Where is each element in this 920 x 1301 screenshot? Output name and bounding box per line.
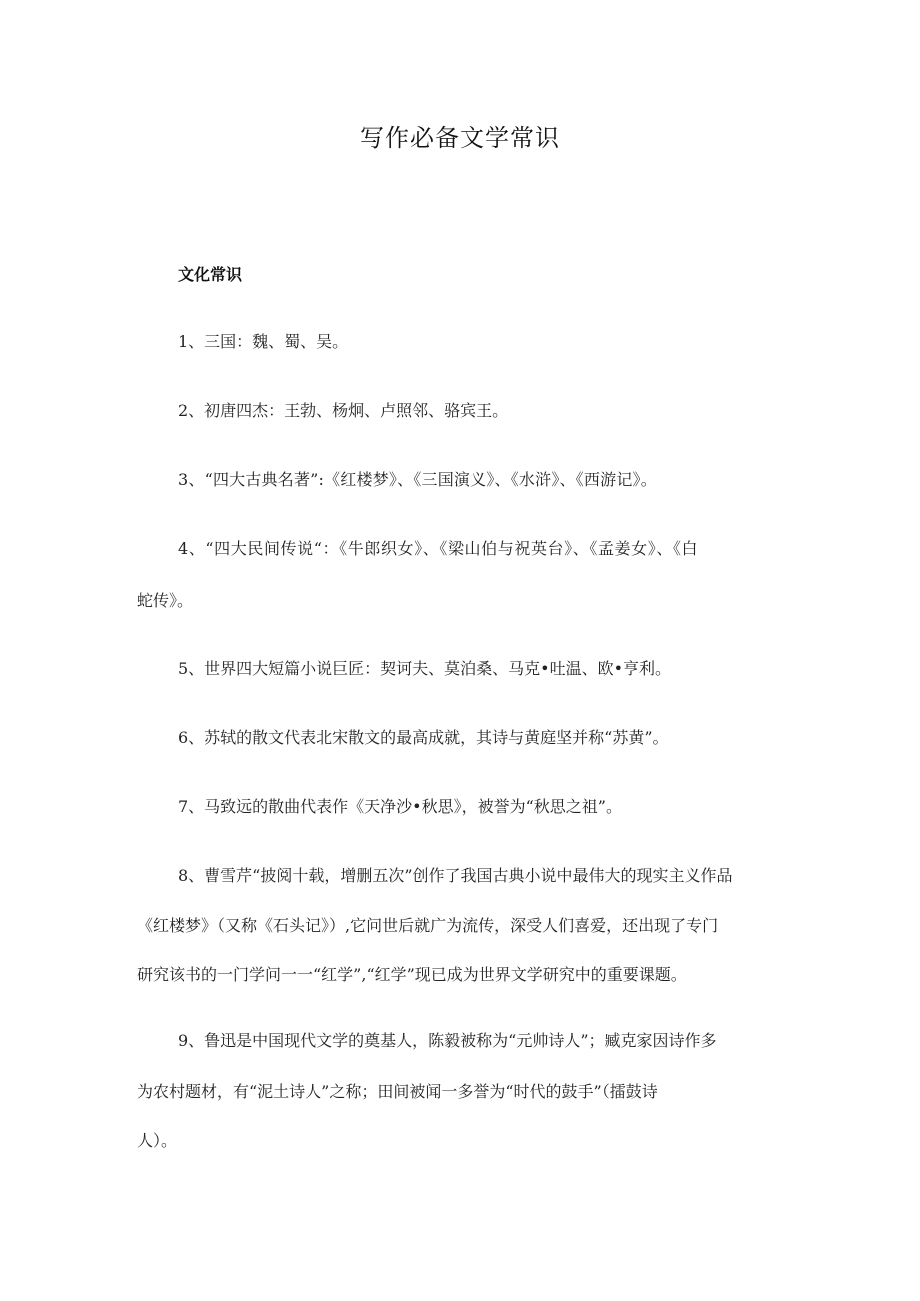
list-item-line: 2、初唐四杰：王勃、杨炯、卢照邻、骆宾王。	[178, 401, 509, 420]
list-item-line: 人）。	[137, 1131, 178, 1150]
list-item-line: 3、“四大古典名著”:《红楼梦》、《三国演义》、《水浒》、《西游记》。	[178, 470, 657, 489]
list-item-line: 8、曹雪芹“披阅十载，增删五次”创作了我国古典小说中最伟大的现实主义作品	[178, 866, 733, 885]
list-item-line: 1、三国：魏、蜀、吴。	[178, 332, 349, 351]
list-item-line: 为农村题材，有“泥土诗人”之称；田间被闻一多誉为“时代的鼓手”（擂鼓诗	[137, 1082, 658, 1101]
list-item-line: 5、世界四大短篇小说巨匠：契诃夫、莫泊桑、马克•吐温、欧•亨利。	[178, 659, 672, 678]
list-item-line: 6、苏轼的散文代表北宋散文的最高成就，其诗与黄庭坚并称“苏黄”。	[178, 728, 669, 747]
list-item-line: 《红楼梦》（又称《石头记》）,它问世后就广为流传，深受人们喜爱，还出现了专门	[137, 916, 719, 935]
section-heading: 文化常识	[178, 265, 243, 284]
list-item-line: 蛇传》。	[137, 591, 194, 610]
list-item-line: 研究该书的一门学问一一“红学”,“红学”现已成为世界文学研究中的重要课题。	[137, 965, 687, 984]
document-title: 写作必备文学常识	[360, 124, 560, 152]
list-item-line: 7、马致远的散曲代表作《天净沙•秋思》，被誉为“秋思之祖”。	[178, 797, 622, 816]
list-item-line: 9、鲁迅是中国现代文学的奠基人，陈毅被称为“元帅诗人”；臧克家因诗作多	[178, 1031, 717, 1050]
list-item-line: 4、“四大民间传说“：《牛郎织女》、《梁山伯与祝英台》、《孟姜女》、《白	[178, 539, 699, 558]
